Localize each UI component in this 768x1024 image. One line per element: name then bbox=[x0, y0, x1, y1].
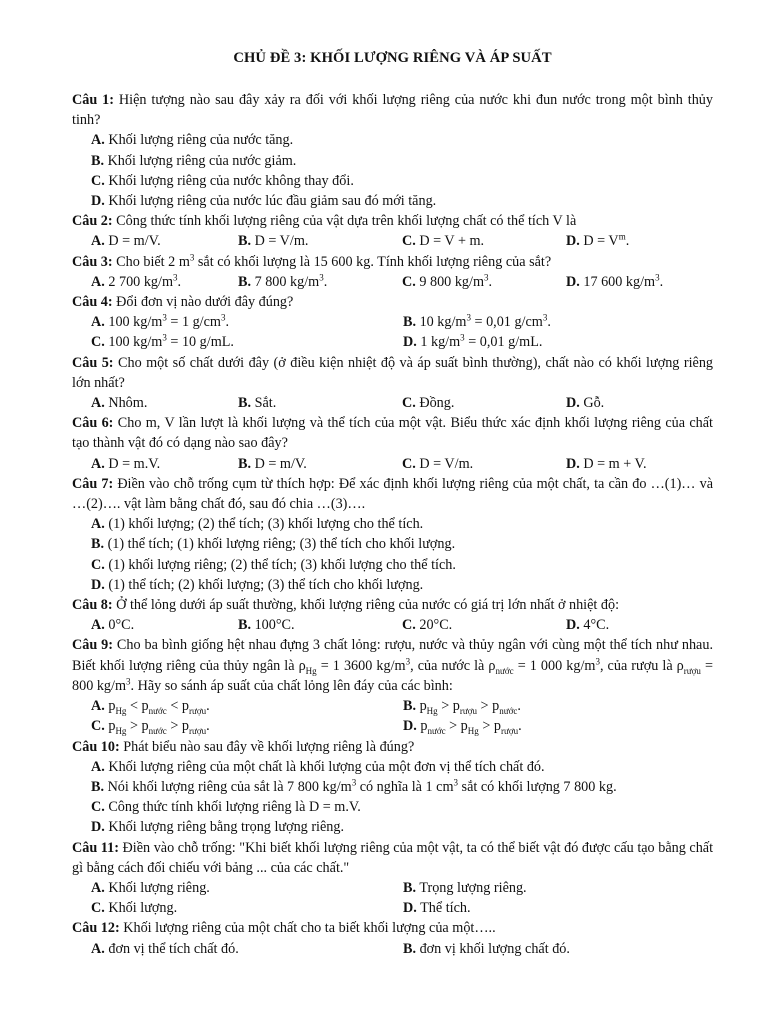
option-text: 100 kg/m bbox=[108, 334, 163, 351]
option-text-end: = 10 g/mL. bbox=[166, 334, 234, 351]
option-letter: B. bbox=[91, 778, 105, 795]
option-text: Khối lượng. bbox=[108, 900, 178, 917]
option-b bbox=[403, 696, 713, 716]
options-q10 bbox=[72, 757, 713, 838]
question-label: Câu 4: bbox=[72, 294, 113, 311]
option-text: Trọng lượng riêng. bbox=[419, 879, 527, 896]
option-letter: D. bbox=[91, 193, 105, 210]
question-label: Câu 9: bbox=[72, 637, 113, 654]
option-text: D = V bbox=[583, 233, 619, 250]
question-2 bbox=[72, 211, 713, 231]
options-q8 bbox=[72, 615, 713, 635]
option-text: 17 600 kg/m bbox=[583, 273, 656, 290]
option-b bbox=[238, 272, 402, 292]
option-text: D = m/V. bbox=[108, 233, 161, 250]
option-text-mid: có nghĩa là 1 cm bbox=[356, 778, 454, 795]
option-a bbox=[91, 130, 713, 150]
question-3 bbox=[72, 252, 713, 272]
option-text: D = m.V. bbox=[108, 455, 161, 472]
option-d bbox=[403, 716, 713, 736]
options-q2 bbox=[72, 231, 713, 251]
option-letter: C. bbox=[91, 172, 105, 189]
option-text: Khối lượng riêng bằng trọng lượng riêng. bbox=[108, 819, 345, 836]
option-text: > p bbox=[478, 718, 501, 735]
question-5 bbox=[72, 353, 713, 393]
option-letter: B. bbox=[238, 273, 252, 290]
option-text: Sắt. bbox=[254, 395, 277, 412]
superscript: 3 bbox=[220, 312, 226, 323]
question-text: Điền vào chỗ trống: "Khi biết khối lượng riêng của một vật, ta có thể biết vật đó được cấu tạo bằng chất gì bằng cách đối chiếu với bảng ... của các chất." bbox=[72, 839, 714, 876]
option-letter: A. bbox=[91, 233, 105, 250]
option-text-mid: = 1 g/cm bbox=[166, 314, 221, 331]
option-text: Công thức tính khối lượng riêng là D = m.V. bbox=[108, 799, 361, 816]
option-a bbox=[91, 514, 713, 534]
option-d bbox=[566, 454, 713, 474]
option-text: Khối lượng riêng của nước không thay đổi. bbox=[108, 172, 354, 189]
option-letter: A. bbox=[91, 516, 105, 533]
subscript: rượu bbox=[500, 726, 519, 737]
options-q9 bbox=[72, 696, 713, 736]
superscript: 3 bbox=[189, 251, 195, 262]
subscript: rượu bbox=[683, 665, 701, 676]
option-text-end: . bbox=[206, 698, 210, 715]
superscript: 3 bbox=[319, 272, 324, 283]
option-text: > p bbox=[166, 718, 189, 735]
option-letter: A. bbox=[91, 940, 105, 957]
option-c bbox=[91, 716, 403, 736]
option-text: Khối lượng riêng. bbox=[108, 879, 210, 896]
option-a bbox=[91, 615, 238, 635]
option-text: Nhôm. bbox=[108, 395, 148, 412]
question-text-end: sắt có khối lượng là 15 600 kg. Tính khối lượng riêng của sắt? bbox=[194, 253, 552, 270]
question-text: Cho một số chất dưới đây (ở điều kiện nhiệt độ và áp suất bình thường), chất nào có khối lượng riêng lớn nhất? bbox=[72, 354, 714, 391]
option-text: D = V + m. bbox=[419, 233, 485, 250]
option-d bbox=[91, 191, 713, 211]
option-c bbox=[402, 615, 566, 635]
option-letter: B. bbox=[91, 536, 105, 553]
option-b bbox=[91, 777, 713, 797]
option-letter: B. bbox=[238, 617, 252, 634]
subscript: Hg bbox=[115, 705, 127, 716]
options-q5 bbox=[72, 393, 713, 413]
options-q12 bbox=[72, 939, 713, 959]
options-q3 bbox=[72, 272, 713, 292]
options-q7 bbox=[72, 514, 713, 595]
option-text: > p bbox=[445, 718, 468, 735]
option-b bbox=[403, 312, 713, 332]
superscript: 3 bbox=[162, 312, 167, 323]
question-9 bbox=[72, 635, 713, 696]
option-a bbox=[91, 878, 403, 898]
option-letter: B. bbox=[238, 395, 252, 412]
options-q1 bbox=[72, 130, 713, 211]
question-text-part: . Hãy so sánh áp suất của chất lỏng lên đáy của các bình: bbox=[130, 677, 453, 694]
question-text-part: = 1 3600 kg/m bbox=[316, 657, 406, 674]
option-text: > p bbox=[477, 698, 500, 715]
option-text-end: sắt có khối lượng 7 800 kg. bbox=[458, 778, 617, 795]
option-b bbox=[238, 615, 402, 635]
option-text-end: . bbox=[517, 698, 521, 715]
option-letter: A. bbox=[91, 132, 105, 149]
option-letter: D. bbox=[566, 617, 580, 634]
question-text-part: , của rượu là ρ bbox=[599, 657, 684, 674]
option-d bbox=[566, 615, 713, 635]
option-text: < p bbox=[166, 698, 189, 715]
option-b bbox=[91, 151, 713, 171]
option-c bbox=[91, 797, 713, 817]
question-text-part: = 1 000 kg/m bbox=[513, 657, 596, 674]
option-letter: A. bbox=[91, 455, 105, 472]
option-b bbox=[91, 534, 713, 554]
subscript: Hg bbox=[305, 665, 317, 676]
option-text: (1) khối lượng riêng; (2) thể tích; (3) khối lượng cho thể tích. bbox=[108, 556, 456, 573]
superscript: m bbox=[618, 231, 626, 242]
option-text: 9 800 kg/m bbox=[419, 273, 484, 290]
option-text: > p bbox=[126, 718, 149, 735]
option-text: Khối lượng riêng của một chất là khối lượng của một đơn vị thể tích chất đó. bbox=[108, 758, 545, 775]
option-text: Đồng. bbox=[419, 395, 455, 412]
question-text: Điền vào chỗ trống cụm từ thích hợp: Để xác định khối lượng riêng của một chất, ta cần đo …(1)… và …(2)…. vật làm bằng chất đó, sau đó chia …(3)…. bbox=[72, 475, 713, 513]
option-b bbox=[238, 231, 402, 251]
options-q6 bbox=[72, 454, 713, 474]
superscript: 3 bbox=[655, 272, 660, 283]
option-letter: B. bbox=[238, 455, 252, 472]
option-d bbox=[403, 332, 713, 352]
superscript: 3 bbox=[460, 332, 465, 343]
option-d bbox=[566, 231, 713, 251]
question-text: Phát biểu nào sau đây về khối lượng riêng là đúng? bbox=[123, 738, 415, 755]
option-letter: B. bbox=[403, 698, 417, 715]
option-c bbox=[402, 393, 566, 413]
option-text: < p bbox=[126, 698, 149, 715]
question-text: Ở thể lỏng dưới áp suất thường, khối lượng riêng của nước có giá trị lớn nhất ở nhiệt độ: bbox=[116, 597, 620, 614]
option-text: 10 kg/m bbox=[419, 314, 467, 331]
option-text-end: . bbox=[177, 273, 182, 290]
question-4 bbox=[72, 292, 713, 312]
superscript: 3 bbox=[126, 676, 131, 687]
option-text: (1) thể tích; (2) khối lượng; (3) thể tích cho khối lượng. bbox=[108, 576, 424, 593]
option-text: Gỗ. bbox=[583, 395, 605, 412]
option-letter: C. bbox=[91, 556, 105, 573]
question-label: Câu 6: bbox=[72, 415, 114, 432]
option-d bbox=[566, 272, 713, 292]
option-c bbox=[91, 171, 713, 191]
option-c bbox=[91, 898, 403, 918]
subscript: nước bbox=[148, 705, 167, 716]
option-text: p bbox=[108, 718, 116, 735]
question-11 bbox=[72, 838, 713, 878]
option-text: (1) khối lượng; (2) thể tích; (3) khối lượng cho thể tích. bbox=[108, 516, 424, 533]
option-text-mid: = 0,01 g/cm bbox=[470, 314, 543, 331]
option-c bbox=[91, 555, 713, 575]
question-8 bbox=[72, 595, 713, 615]
options-q4 bbox=[72, 312, 713, 352]
question-text: Khối lượng riêng của một chất cho ta biết khối lượng của một….. bbox=[123, 920, 496, 937]
option-text: D = m/V. bbox=[254, 455, 307, 472]
option-b bbox=[403, 939, 713, 959]
option-letter: A. bbox=[91, 314, 105, 331]
option-letter: D. bbox=[91, 576, 105, 593]
option-a bbox=[91, 454, 238, 474]
option-text: 1 kg/m bbox=[420, 334, 461, 351]
option-text: 4°C. bbox=[583, 617, 610, 634]
subscript: nước bbox=[427, 726, 446, 737]
subscript: nước bbox=[148, 726, 167, 737]
option-letter: D. bbox=[566, 233, 580, 250]
superscript: 3 bbox=[595, 655, 600, 666]
option-letter: D. bbox=[566, 455, 580, 472]
option-a bbox=[91, 696, 403, 716]
option-letter: A. bbox=[91, 879, 105, 896]
option-letter: D. bbox=[403, 718, 417, 735]
option-letter: B. bbox=[403, 314, 417, 331]
option-letter: D. bbox=[403, 900, 417, 917]
option-letter: C. bbox=[402, 455, 416, 472]
question-label: Câu 3: bbox=[72, 253, 113, 270]
option-text: D = V/m. bbox=[419, 455, 474, 472]
question-text: Cho ba bình giống hệt nhau đựng 3 chất lỏng: rượu, nước và thủy ngân với cùng một thể tích như nhau. Biết khối lượng riêng của thủy ngân là ρ bbox=[72, 637, 713, 674]
option-text: 0°C. bbox=[108, 617, 135, 634]
option-b bbox=[403, 878, 713, 898]
option-d bbox=[566, 393, 713, 413]
subscript: nước bbox=[495, 665, 514, 676]
superscript: 3 bbox=[483, 272, 489, 283]
option-text: 100 kg/m bbox=[108, 314, 163, 331]
question-10 bbox=[72, 737, 713, 757]
option-text-end: . bbox=[659, 273, 664, 290]
option-text-end: . bbox=[488, 273, 493, 290]
option-d bbox=[91, 817, 713, 837]
option-text: p bbox=[108, 698, 116, 715]
document-page bbox=[72, 50, 713, 959]
options-q11 bbox=[72, 878, 713, 918]
option-letter: A. bbox=[91, 698, 105, 715]
option-letter: A. bbox=[91, 758, 105, 775]
option-a bbox=[91, 393, 238, 413]
option-a bbox=[91, 939, 403, 959]
option-letter: B. bbox=[403, 879, 417, 896]
option-text: Khối lượng riêng của nước lúc đầu giảm sau đó mới tăng. bbox=[108, 193, 437, 210]
document-title: CHỦ ĐỀ 3: KHỐI LƯỢNG RIÊNG VÀ ÁP SUẤT bbox=[233, 50, 552, 66]
option-letter: D. bbox=[566, 273, 580, 290]
option-c bbox=[91, 332, 403, 352]
option-text-end: . bbox=[625, 233, 630, 250]
subscript: Hg bbox=[426, 705, 438, 716]
question-label: Câu 11: bbox=[72, 839, 119, 856]
question-text: Cho biết 2 m bbox=[116, 253, 190, 270]
option-text: Khối lượng riêng của nước tăng. bbox=[108, 132, 294, 149]
option-text: đơn vị thể tích chất đó. bbox=[108, 940, 239, 957]
option-letter: C. bbox=[402, 395, 416, 412]
question-label: Câu 2: bbox=[72, 213, 113, 230]
option-letter: A. bbox=[91, 617, 105, 634]
superscript: 3 bbox=[162, 332, 167, 343]
option-letter: D. bbox=[566, 395, 580, 412]
option-text: 7 800 kg/m bbox=[254, 273, 320, 290]
subscript: rượu bbox=[188, 705, 207, 716]
option-text: Nói khối lượng riêng của sắt là 7 800 kg/m bbox=[107, 778, 352, 795]
option-text: p bbox=[419, 698, 427, 715]
option-text: 20°C. bbox=[419, 617, 453, 634]
option-b bbox=[238, 393, 402, 413]
option-text: D = V/m. bbox=[254, 233, 309, 250]
superscript: 3 bbox=[542, 312, 548, 323]
option-c bbox=[402, 231, 566, 251]
option-letter: B. bbox=[238, 233, 252, 250]
question-label: Câu 8: bbox=[72, 597, 113, 614]
option-text-end: . bbox=[323, 273, 328, 290]
question-text: Đổi đơn vị nào dưới đây đúng? bbox=[116, 294, 294, 311]
option-b bbox=[238, 454, 402, 474]
option-text: D = m + V. bbox=[583, 455, 647, 472]
option-letter: C. bbox=[402, 617, 416, 634]
question-6 bbox=[72, 413, 713, 453]
question-text: Công thức tính khối lượng riêng của vật dựa trên khối lượng chất có thể tích V là bbox=[116, 213, 577, 230]
question-7 bbox=[72, 474, 713, 514]
option-letter: C. bbox=[91, 900, 105, 917]
option-letter: A. bbox=[91, 395, 105, 412]
question-text: Cho m, V lần lượt là khối lượng và thể tích của một vật. Biểu thức xác định khối lượng riêng của chất tạo thành vật đó có dạng nào sao đây? bbox=[72, 415, 713, 452]
option-a bbox=[91, 272, 238, 292]
option-text: đơn vị khối lượng chất đó. bbox=[419, 940, 570, 957]
option-text: Khối lượng riêng của nước giảm. bbox=[107, 152, 297, 169]
option-text-end: . bbox=[518, 718, 522, 735]
question-label: Câu 1: bbox=[72, 92, 114, 108]
superscript: 3 bbox=[466, 312, 471, 323]
option-letter: B. bbox=[403, 940, 417, 957]
question-1 bbox=[72, 90, 713, 130]
option-letter: C. bbox=[402, 273, 416, 290]
option-letter: D. bbox=[91, 819, 105, 836]
option-letter: B. bbox=[91, 152, 105, 169]
option-d bbox=[403, 898, 713, 918]
option-text-end: . bbox=[547, 314, 551, 331]
option-text: 100°C. bbox=[254, 617, 295, 634]
question-text-part: = 800 kg/m bbox=[72, 657, 713, 694]
option-text-end: . bbox=[206, 718, 210, 735]
question-label: Câu 10: bbox=[72, 738, 120, 755]
option-text-end: = 0,01 g/mL. bbox=[464, 334, 543, 351]
option-c bbox=[402, 272, 566, 292]
superscript: 3 bbox=[453, 777, 458, 788]
question-label: Câu 5: bbox=[72, 354, 114, 371]
option-a bbox=[91, 757, 713, 777]
option-letter: C. bbox=[91, 718, 105, 735]
option-letter: A. bbox=[91, 273, 105, 290]
superscript: 3 bbox=[172, 272, 178, 283]
option-c bbox=[402, 454, 566, 474]
question-12 bbox=[72, 918, 713, 938]
option-text: > p bbox=[437, 698, 460, 715]
question-text-part: , của nước là ρ bbox=[410, 657, 496, 674]
subscript: nước bbox=[499, 705, 518, 716]
option-a bbox=[91, 312, 403, 332]
option-d bbox=[91, 575, 713, 595]
superscript: 3 bbox=[351, 777, 357, 788]
question-label: Câu 12: bbox=[72, 920, 120, 937]
question-label: Câu 7: bbox=[72, 475, 114, 492]
option-text: (1) thể tích; (1) khối lượng riêng; (3) thể tích cho khối lượng. bbox=[107, 536, 456, 553]
subscript: Hg bbox=[115, 726, 127, 737]
subscript: rượu bbox=[459, 705, 477, 716]
option-text: 2 700 kg/m bbox=[108, 273, 173, 290]
option-letter: C. bbox=[91, 334, 105, 351]
option-text: Thể tích. bbox=[420, 900, 471, 917]
option-text-end: . bbox=[225, 314, 229, 331]
option-text: p bbox=[420, 718, 428, 735]
superscript: 3 bbox=[405, 655, 411, 666]
option-letter: D. bbox=[403, 334, 417, 351]
option-letter: C. bbox=[402, 233, 416, 250]
question-text: Hiện tượng nào sau đây xảy ra đối với khối lượng riêng của nước khi đun nước trong một bình thủy tinh? bbox=[72, 92, 713, 129]
option-letter: C. bbox=[91, 799, 105, 816]
subscript: rượu bbox=[188, 726, 207, 737]
option-a bbox=[91, 231, 238, 251]
subscript: Hg bbox=[467, 726, 479, 737]
